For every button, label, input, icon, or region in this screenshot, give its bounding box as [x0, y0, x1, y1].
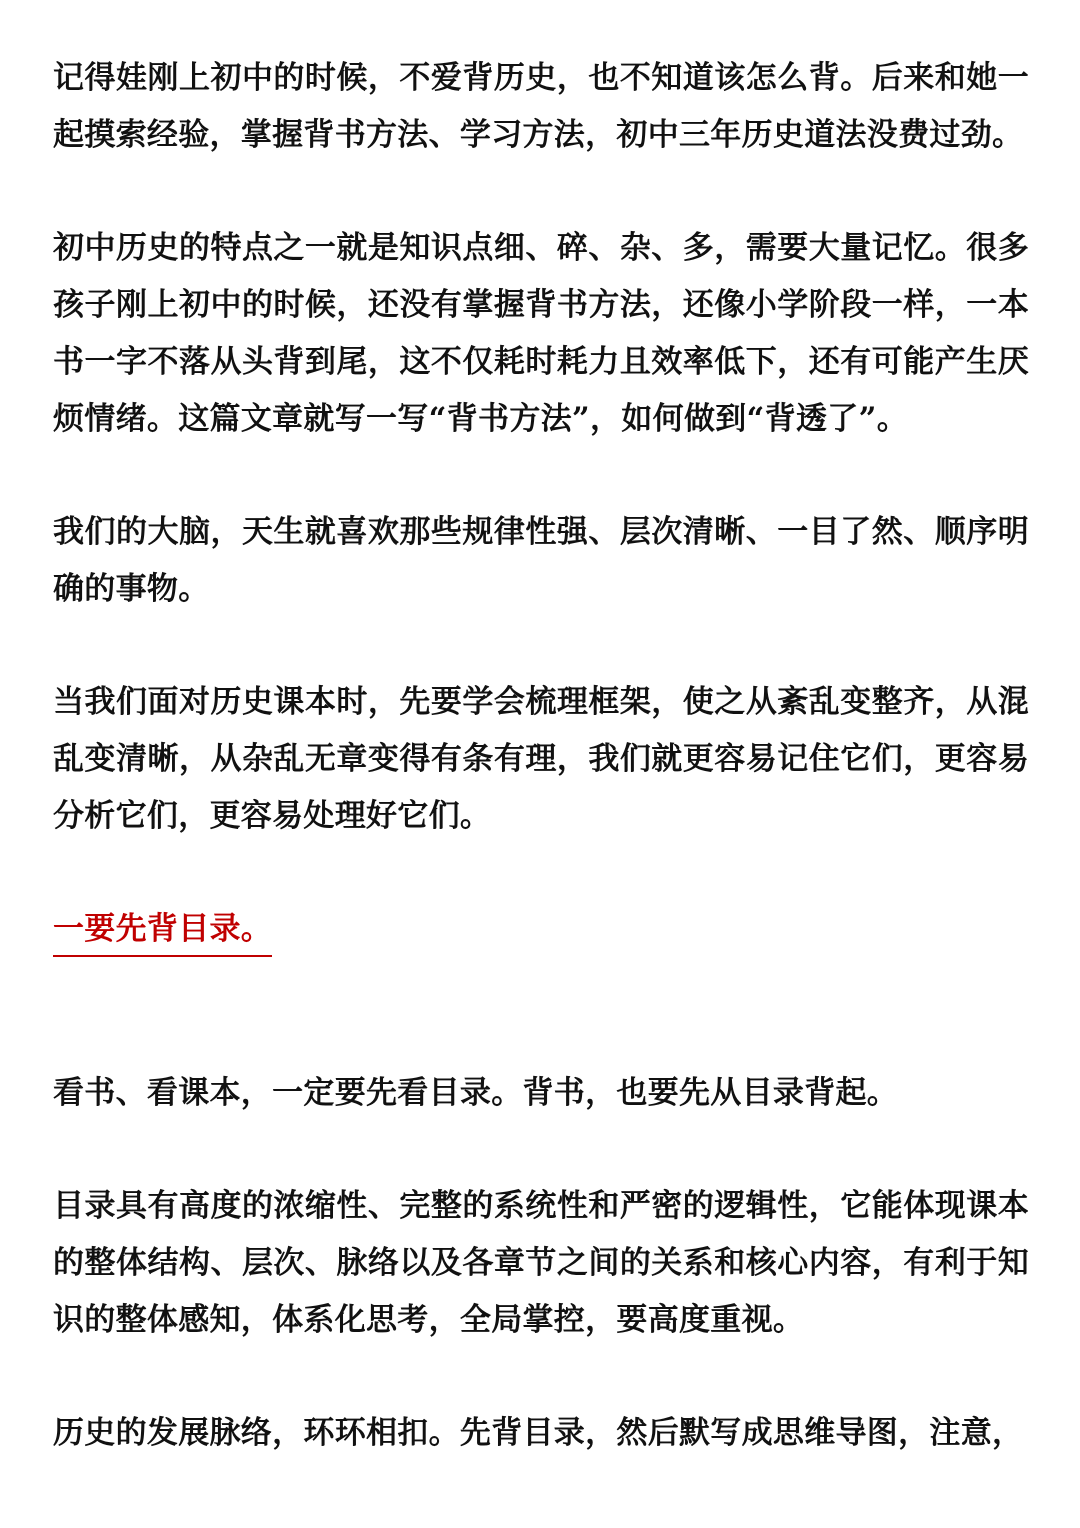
paragraph-history-features: 初中历史的特点之一就是知识点细、碎、杂、多，需要大量记忆。很多孩子刚上初中的时候，还没有掌握背书方法，还像小学阶段一样，一本书一字不落从头背到尾，这不仅耗时耗力且效率低下，还有可能产生厌烦情绪。这篇文章就写一写“背书方法”，如何做到“背透了”。 [53, 230, 1029, 437]
paragraph-mindmap: 历史的发展脉络，环环相扣。先背目录，然后默写成思维导图，注意， [53, 1415, 1024, 1451]
paragraph-brain: 我们的大脑，天生就喜欢那些规律性强、层次清晰、一目了然、顺序明确的事物。 [53, 514, 1029, 607]
paragraph-catalog-value: 目录具有高度的浓缩性、完整的系统性和严密的逻辑性，它能体现课本的整体结构、层次、脉络以及各章节之间的关系和核心内容，有利于知识的整体感知，体系化思考，全局掌控，要高度重视。 [53, 1188, 1029, 1338]
paragraph-framework: 当我们面对历史课本时，先要学会梳理框架，使之从紊乱变整齐，从混乱变清晰，从杂乱无章变得有条有理，我们就更容易记住它们，更容易分析它们，更容易处理好它们。 [53, 684, 1029, 834]
section-heading-wrapper [53, 901, 1029, 1013]
paragraph-intro: 记得娃刚上初中的时候，不爱背历史，也不知道该怎么背。后来和她一起摸索经验，掌握背书方法、学习方法，初中三年历史道法没费过劲。 [53, 60, 1029, 153]
paragraph-catalog-first: 看书、看课本，一定要先看目录。背书，也要先从目录背起。 [53, 1075, 899, 1111]
article-body [53, 50, 1029, 1518]
section-heading: 一要先背目录。 [53, 903, 272, 957]
